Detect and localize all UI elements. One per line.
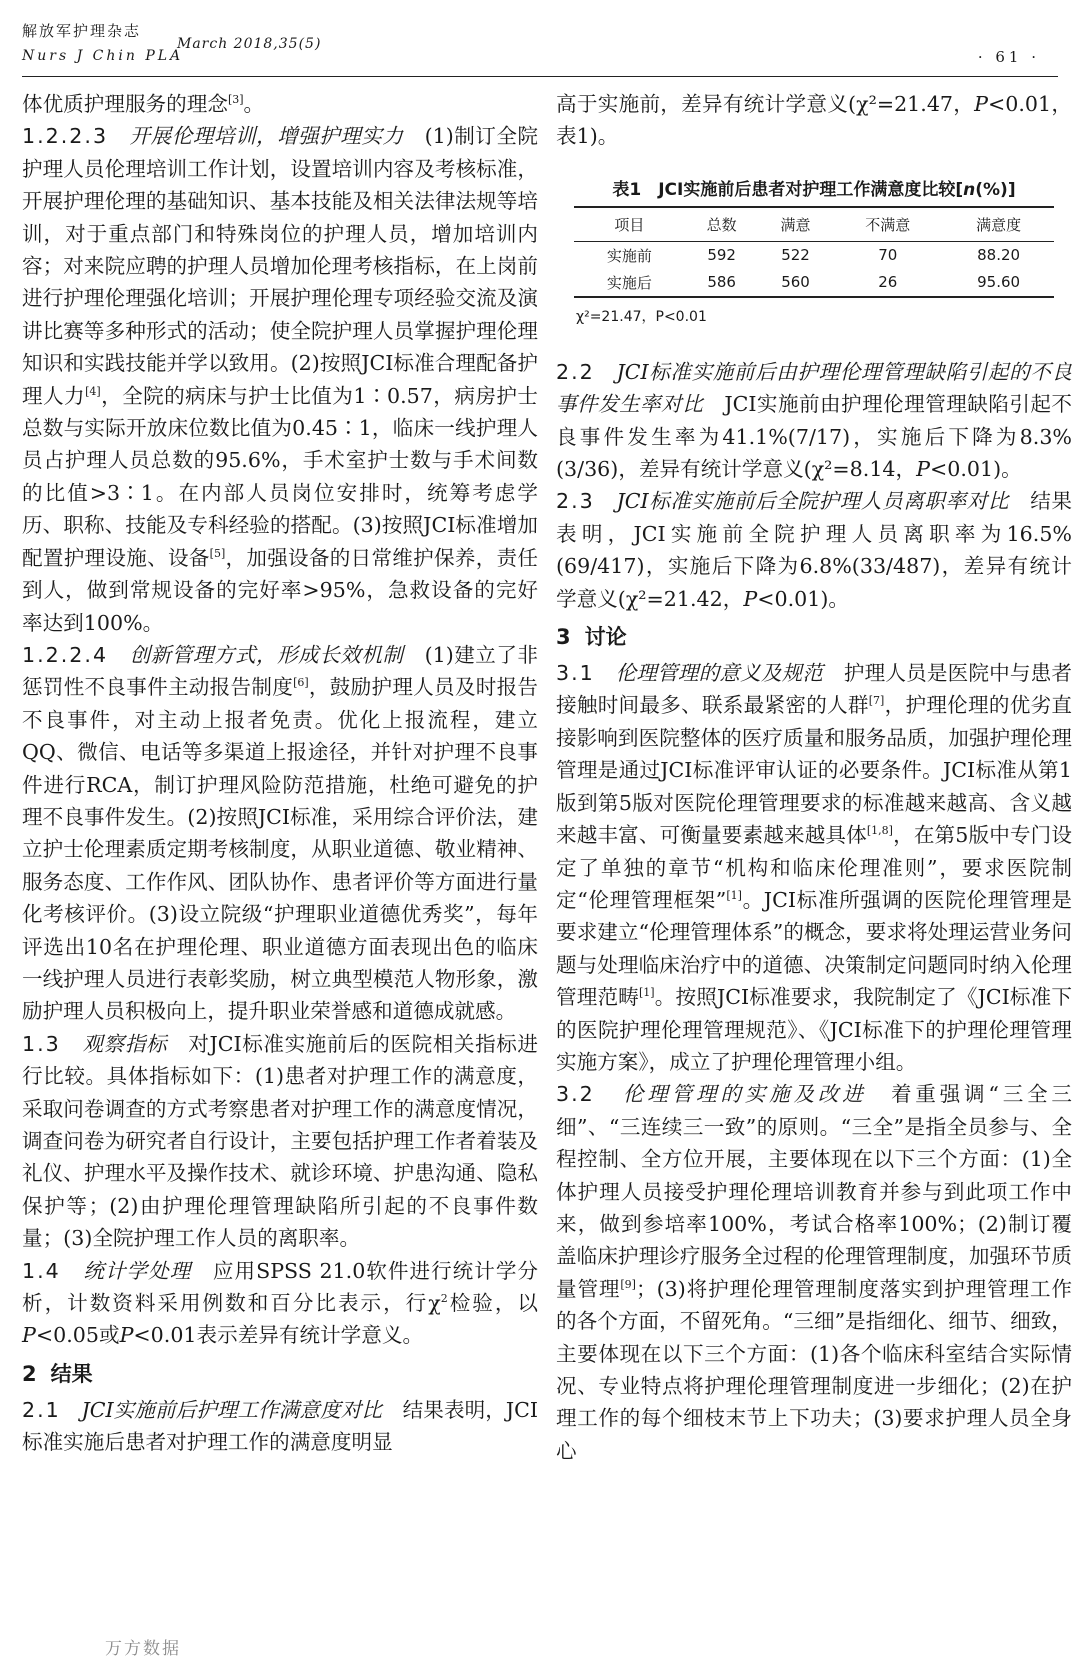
table-cell: 592 (707, 246, 736, 265)
table-row (574, 241, 1054, 269)
section-number: 1.3 (22, 1031, 61, 1056)
section-3-1: 3.1 伦理管理的意义及规范 护理人员是医院中与患者接触时间最多、联系最紧密的人群[7]，护理伦理的优劣直接影响到医院整体的医疗质量和服务品质，加强护理伦理管理是通过JCI标准评审认证的必要条件。JCI标准从第1版到第5版对医院伦理管理要求的标准越来越高、含义越来越丰富、可衡量要素越来越具体[1,8]，在第5版中专门设定了单独的章节“机构和临床伦理准则”，要求医院制定“伦理管理框架”[1]。JCI标准所强调的医院伦理管理是要求建立“伦理管理体系”的概念，要求将处理运营业务问题与处理临床治疗中的道德、决策制定问题同时纳入伦理管理范畴[1]。按照JCI标准要求，我院制定了《JCI标准下的医院护理伦理管理规范》、《JCI标准下的护理伦理管理实施方案》，成立了护理伦理管理小组。 (556, 661, 1073, 1074)
section-2-1-continued: 高于实施前，差异有统计学意义(χ²=21.47，P<0.01，表1)。 (556, 92, 1073, 149)
section-3-heading: 3 讨论 (556, 625, 627, 650)
section-number: 2.3 (556, 489, 595, 514)
section-number: 3.1 (556, 661, 595, 686)
section-heading: 伦理管理的实施及改进 (622, 1082, 867, 1107)
page-header (22, 14, 1058, 77)
table-cell: 522 (781, 246, 810, 265)
citation: [5] (209, 546, 226, 560)
table-cell: 实施后 (574, 269, 685, 297)
citation: [6] (293, 676, 309, 690)
table-cell: 560 (759, 269, 833, 297)
section-heading: JCI标准实施前后由护理伦理管理缺陷引起的不良事件发生率对比 (556, 359, 1072, 417)
journal-title-en: Nurs J Chin PLA (22, 48, 184, 64)
section-heading: JCI实施前后护理工作满意度对比 (81, 1397, 382, 1422)
satisfaction-table (574, 206, 1054, 298)
table-header-cell: 满意 (759, 207, 833, 242)
section-1-3: 1.3 观察指标 对JCI标准实施前后的医院相关指标进行比较。具体指标如下：(1)患者对护理工作的满意度，采取问卷调查的方式考察患者对护理工作的满意度情况，调查问卷为研究者自行设计，主要包括护理工作者着装及礼仪、护理水平及操作技术、就诊环境、护患沟通、隐私保护等；(2)由护理伦理管理缺陷所引起的不良事件数量；(3)全院护理工作人员的离职率。 (22, 1031, 539, 1251)
watermark: 万方数据 (105, 1639, 181, 1659)
section-heading: 观察指标 (82, 1031, 168, 1056)
section-number: 1.2.2.4 (22, 642, 109, 667)
section-heading: 统计学处理 (83, 1258, 192, 1283)
citation: [4] (85, 384, 101, 398)
section-1-2-2-3: 1.2.2.3 开展伦理培训，增强护理实力 (1)制订全院护理人员伦理培训工作计划，设置培训内容及考核标准，开展护理伦理的基础知识、基本技能及相关法律法规等培训，对于重点部门和特殊岗位的护理人员，增加培训内容；对来院应聘的护理人员增加伦理考核指标，在上岗前进行护理伦理强化培训；开展护理伦理专项经验交流及演讲比赛等多种形式的活动；使全院护理人员掌握护理伦理知识和实践技能并学以致用。(2)按照JCI标准合理配备护理人力[4]，全院的病床与护士比值为1∶0.57，病房护士总数与实际开放床位数比值为0.45∶1，临床一线护理人员占护理人员总数的95.6%，手术室护士数与手术间数的比值>3∶1。在内部人员岗位安排时，统筹考虑学历、职称、技能及专科经验的搭配。(3)按照JCI标准增加配置护理设施、设备[5]，加强设备的日常维护保养，责任到人，做到常规设备的完好率>95%，急救设备的完好率达到100%。 (22, 124, 539, 635)
table-cell: 95.60 (943, 269, 1054, 297)
section-2-3: 2.3 JCI标准实施前后全院护理人员离职率对比 结果表明，JCI实施前全院护理人员离职率为16.5%(69/417)，实施后下降为6.8%(33/487)，差异有统计学意义(χ²=21.42，P<0.01)。 (556, 489, 1073, 611)
table-caption: 表1 JCI实施前后患者对护理工作满意度比较[n(%)] (612, 179, 1016, 200)
table-cell: 586 (685, 269, 759, 297)
table-header-cell: 满意度 (943, 207, 1054, 242)
citation: [1,8] (866, 824, 893, 838)
table-header-cell: 总数 (685, 207, 759, 242)
section-1-2-2-4: 1.2.2.4 创新管理方式，形成长效机制 (1)建立了非惩罚性不良事件主动报告制度[6]，鼓励护理人员及时报告不良事件，对主动上报者免责。优化上报流程，建立QQ、微信、电话等多渠道上报途径，并针对护理不良事件进行RCA，制订护理风险防范措施，杜绝可避免的护理不良事件发生。(2)按照JCI标准，采用综合评价法，建立护士伦理素质定期考核制度，从职业道德、敬业精神、服务态度、工作作风、团队协作、患者评价等方面进行量化考核评价。(3)设立院级“护理职业道德优秀奖”，每年评选出10名在护理伦理、职业道德方面表现出色的临床一线护理人员进行表彰奖励，树立典型模范人物形象，激励护理人员积极向上，提升职业荣誉感和道德成就感。 (22, 642, 539, 1024)
section-number: 2.1 (22, 1397, 61, 1422)
issue-info: March 2018,35(5) (177, 36, 322, 52)
section-3-2: 3.2 伦理管理的实施及改进 着重强调“三全三细”、“三连续三一致”的原则。“三全”是指全员参与、全程控制、全方位开展，主要体现在以下三个方面：(1)全体护理人员接受护理伦理培训教育并参与到此项工作中来，做到参培率100%，考试合格率100%；(2)制订覆盖临床护理诊疗服务全过程的伦理管理制度，加强环节质量管理[9]；(3)将护理伦理管理制度落实到护理管理工作的各个方面，不留死角。“三细”是指细化、细节、细致，主要体现在以下三个方面：(1)各个临床科室结合实际情况、专业特点将护理伦理管理制度进一步细化；(2)在护理工作的每个细枝末节上下功夫；(3)要求护理人员全身心 (556, 1082, 1073, 1463)
section-1-4: 1.4 统计学处理 应用SPSS 21.0软件进行统计学分析，计数资料采用例数和百分比表示，行χ$^2$检验，以P<0.05或P<0.01表示差异有统计学意义。 (22, 1258, 539, 1348)
table-footnote: χ²=21.47，P<0.01 (576, 308, 707, 325)
section-2-2: 2.2 JCI标准实施前后由护理伦理管理缺陷引起的不良事件发生率对比 JCI实施前由护理伦理管理缺陷引起不良事件发生率为41.1%(7/17)，实施后下降为8.3%(3/36)，差异有统计学意义(χ²=8.14，P<0.01)。 (556, 359, 1073, 482)
section-heading: 开展伦理培训，增强护理实力 (129, 124, 404, 149)
table-cell: 88.20 (977, 246, 1021, 265)
table-cell: 70 (878, 246, 898, 265)
table-cell: 26 (832, 269, 943, 297)
table-row (574, 269, 1054, 297)
citation: [1] (726, 889, 742, 903)
page-number: · 61 · (977, 48, 1040, 66)
left-column (22, 88, 538, 1459)
table-cell: 实施前 (606, 246, 652, 265)
table-header-cell: 不满意 (832, 207, 943, 242)
citation: [3] (227, 93, 244, 107)
citation: [1] (639, 986, 655, 1000)
section-number: 1.2.2.3 (22, 124, 109, 149)
citation: [9] (620, 1277, 636, 1291)
paragraph-intro-end: 体优质护理服务的理念[3]。 (22, 92, 265, 116)
section-heading: 创新管理方式，形成长效机制 (129, 642, 404, 667)
section-number: 2.2 (556, 359, 595, 384)
section-number: 3.2 (556, 1082, 595, 1107)
journal-title-cn: 解放军护理杂志 (22, 22, 142, 40)
table-header-cell: 项目 (574, 207, 685, 242)
section-2-heading: 2 结果 (22, 1361, 93, 1386)
section-number: 1.4 (22, 1258, 61, 1283)
section-2-1: 2.1 JCI实施前后护理工作满意度对比 结果表明，JCI标准实施后患者对护理工作的满意度明显 (22, 1397, 539, 1455)
table-header-row (574, 207, 1054, 242)
section-heading: JCI标准实施前后全院护理人员离职率对比 (616, 489, 1010, 514)
section-heading: 伦理管理的意义及规范 (615, 661, 824, 686)
right-column (556, 88, 1072, 1467)
citation: [7] (868, 694, 885, 708)
